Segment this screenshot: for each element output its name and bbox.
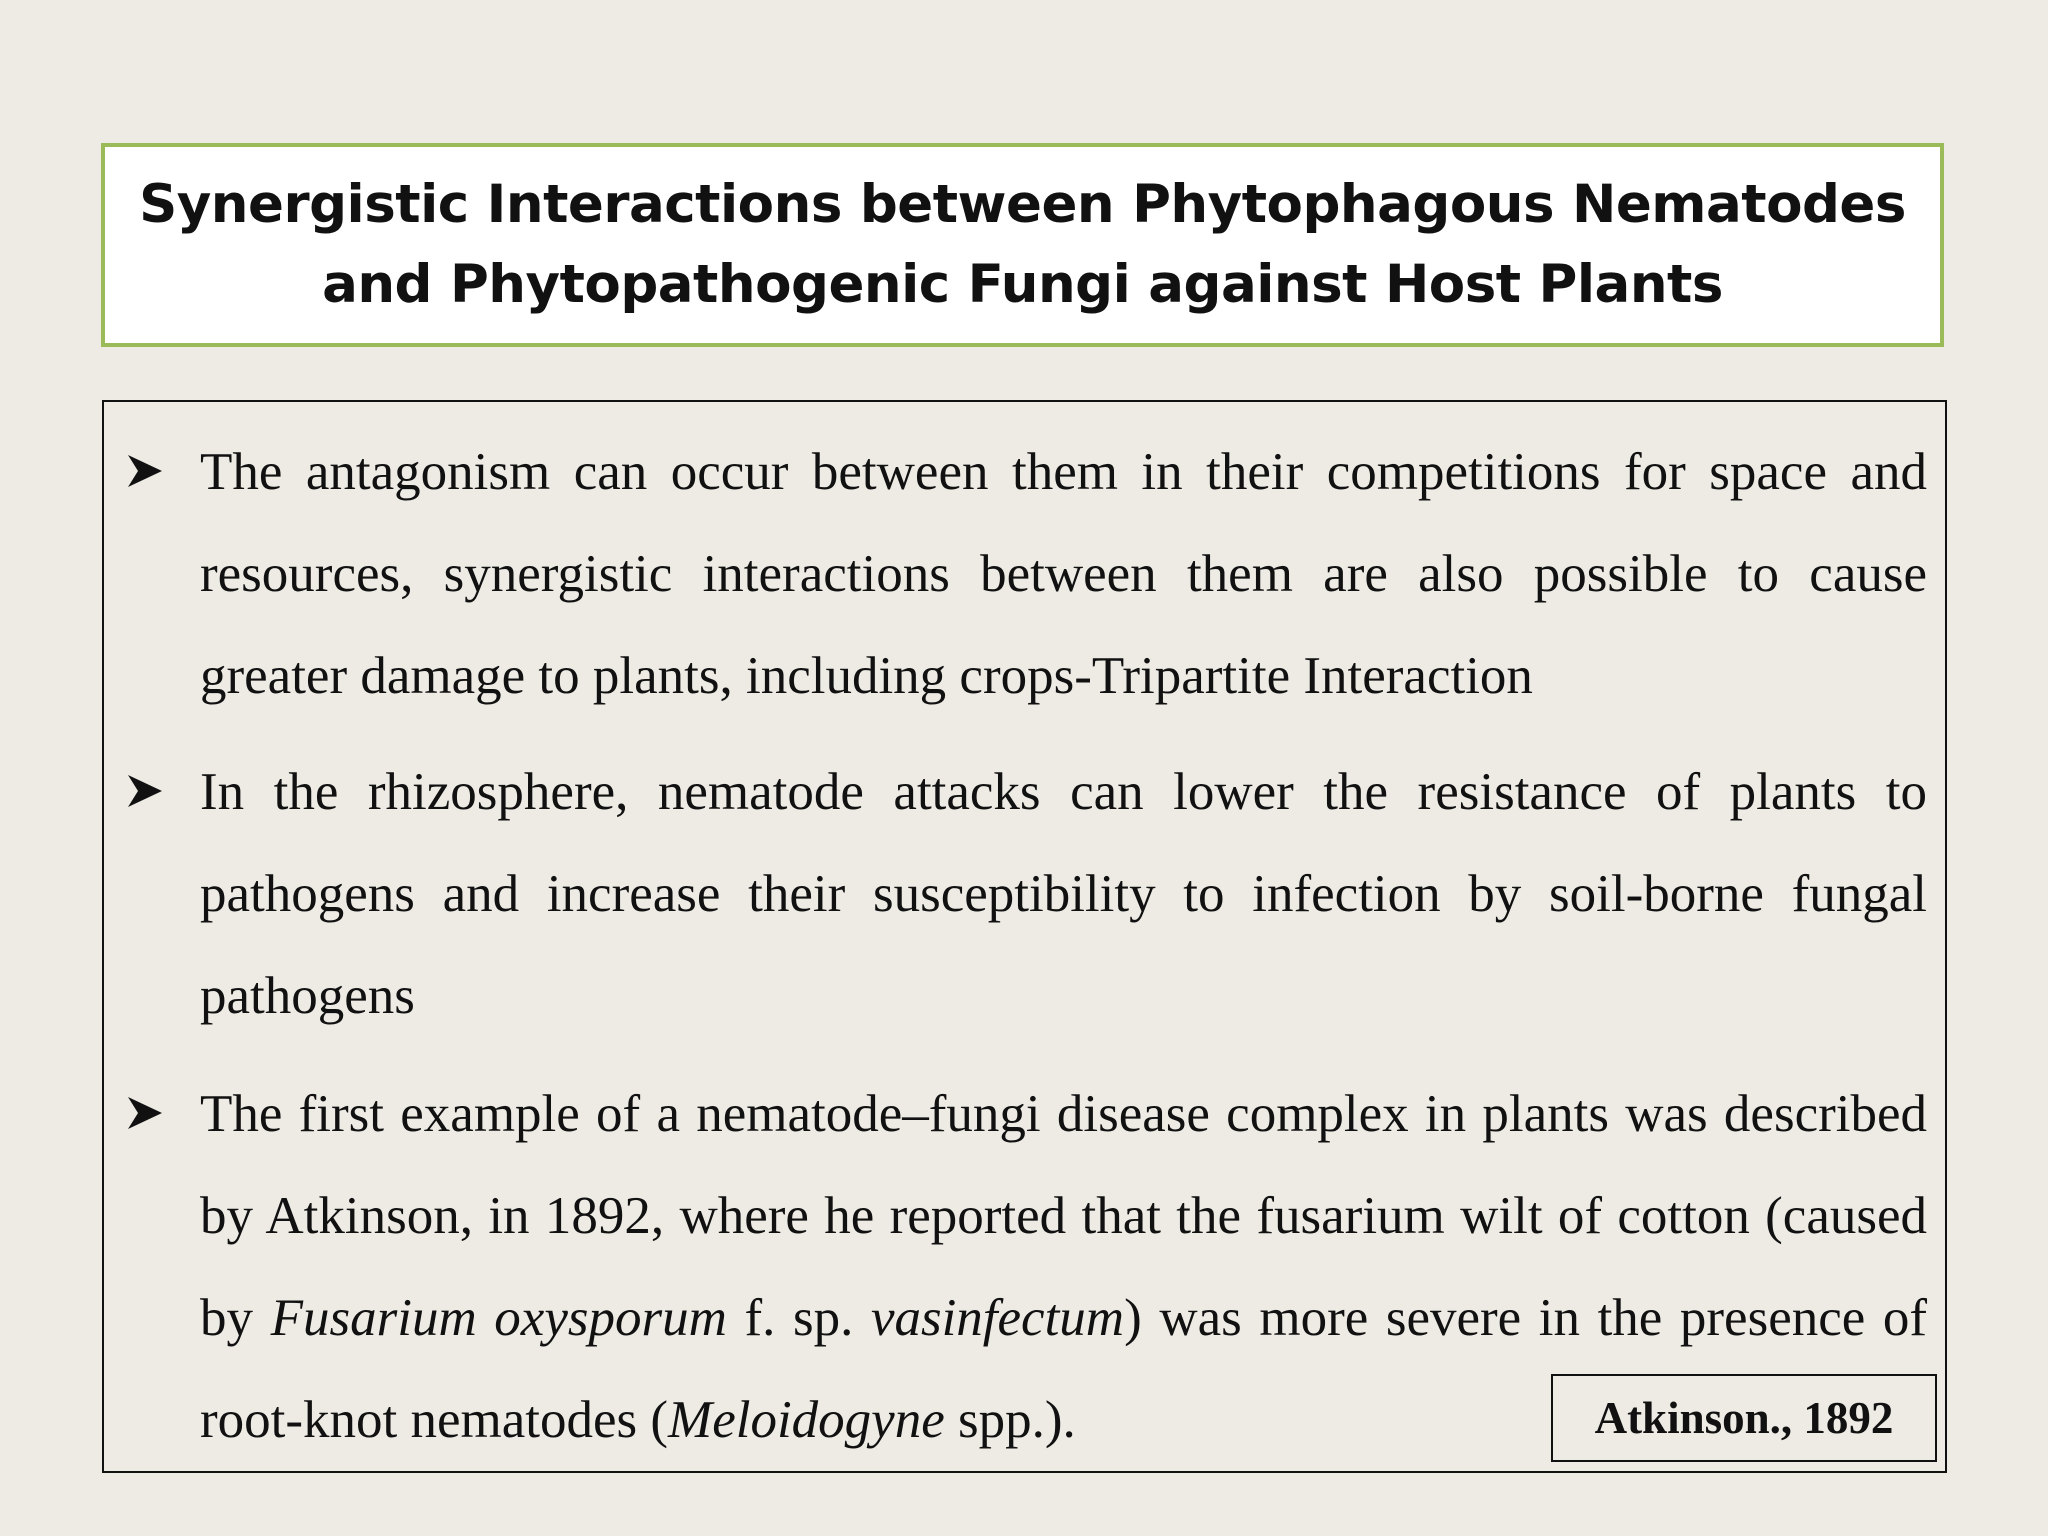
bullet-text-2: In the rhizosphere, nematode attacks can lower the resistance of plants to pathogens and increase their susceptibility to infection by soil-borne fungal pathogens: [200, 763, 1927, 1025]
bullet-3-species-meloidogyne: Meloidogyne: [668, 1391, 945, 1449]
slide-title: [139, 165, 1906, 325]
citation-text: Atkinson., 1892: [1594, 1393, 1894, 1443]
bullet-3-species-fusarium: Fusarium oxysporum: [270, 1289, 727, 1347]
arrowhead-bullet-icon: [124, 771, 168, 811]
arrowhead-bullet-icon: [124, 451, 168, 491]
citation-box: [1551, 1374, 1937, 1462]
bullet-text-1: The antagonism can occur between them in their competitions for space and resources, synergistic interactions between them are also possible to cause greater damage to plants, including crops-Tripartite Interaction: [200, 443, 1927, 705]
content-box: [102, 400, 1947, 1473]
bullet-3-text-part-2: f. sp.: [726, 1289, 871, 1347]
bullet-3-text-part-4: spp.).: [944, 1391, 1076, 1449]
bullet-3-species-vasinfectum: vasinfectum: [870, 1289, 1125, 1347]
slide-title-line-2: and Phytopathogenic Fungi against Host Plants: [322, 254, 1723, 315]
slide-title-line-1: Synergistic Interactions between Phytophagous Nematodes: [139, 174, 1906, 235]
bullet-3-text-part-1: The first example of a nematode–fungi disease complex in plants was described by Atkinson, in 1892, where he reported that the fusarium wilt of cotton (caused by: [200, 1085, 1927, 1347]
arrowhead-bullet-icon: [124, 1093, 168, 1133]
bullet-3-text-part-3: ) was more severe in the presence of root-knot nematodes (: [200, 1289, 1928, 1449]
slide-title-box: [101, 143, 1944, 347]
